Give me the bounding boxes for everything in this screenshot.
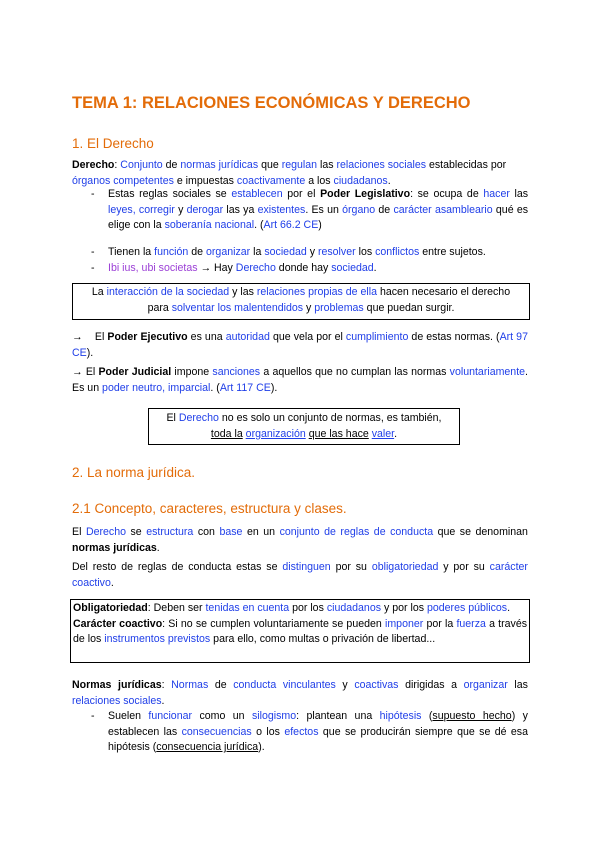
note-box-organizacion: El Derecho no es solo un conjunto de normas, es también, toda la organización que las hace valer.: [148, 408, 460, 445]
term-derecho: Derecho: [72, 159, 115, 171]
arrow-glyph: →: [72, 331, 83, 343]
note-box-interaccion: La interacción de la sociedad y las relaciones propias de ella hacen necesario el derecho para solventar los malentendidos y problemas que puedan surgir.: [72, 283, 530, 320]
section-heading-2: 2. La norma jurídica.: [72, 465, 196, 480]
paragraph-estructura: El Derecho se estructura con base en un conjunto de reglas de conducta que se denominan normas jurídicas.: [72, 526, 528, 554]
section-heading-2-1: 2.1 Concepto, caracteres, estructura y clases.: [72, 501, 347, 516]
bullet-dash: -: [91, 262, 95, 274]
paragraph-poder-ejecutivo: → El Poder Ejecutivo es una autoridad que vela por el cumplimiento de estas normas. (Art 97 CE).: [72, 331, 528, 359]
section-heading-1: 1. El Derecho: [72, 136, 154, 151]
paragraph-poder-judicial: → El Poder Judicial impone sanciones a aquellos que no cumplan las normas voluntariamente. Es un poder neutro, imparcial. (Art 117 CE).: [72, 366, 528, 394]
page-title: TEMA 1: RELACIONES ECONÓMICAS Y DERECHO: [72, 94, 471, 112]
paragraph-distinguen: Del resto de reglas de conducta estas se distinguen por su obligatoriedad y por su carácter coactivo.: [72, 561, 528, 589]
bullet-poder-legislativo: - Estas reglas sociales se establecen por el Poder Legislativo: se ocupa de hacer las leyes, corregir y derogar las ya existentes. Es un órgano de carácter asambleario qué es elige con la soberanía nacional. (Art 66.2 CE): [91, 188, 529, 231]
bullet-dash: -: [91, 188, 95, 200]
bullet-dash: -: [91, 246, 95, 258]
bullet-ibi-ius: - Ibi ius, ubi societas → Hay Derecho donde hay sociedad.: [91, 261, 528, 277]
paragraph-normas-juridicas: Normas jurídicas: Normas de conducta vinculantes y coactivas dirigidas a organizar las relaciones sociales.: [72, 679, 528, 707]
bullet-dash: -: [91, 710, 95, 722]
arrow-glyph: →: [72, 366, 83, 378]
bullet-funcion: - Tienen la función de organizar la sociedad y resolver los conflictos entre sujetos.: [91, 245, 528, 261]
bullet-silogismo: - Suelen funcionar como un silogismo: plantean una hipótesis (supuesto hecho) y establecen las consecuencias o los efectos que se producirán siempre que se dé esa hipótesis (consecuencia jurídica).: [91, 710, 528, 753]
definition-derecho: Derecho: Conjunto de normas jurídicas que regulan las relaciones sociales establecidas por órganos competentes e impuestas coactivamente a los ciudadanos.: [72, 159, 507, 187]
note-box-caracteres: Obligatoriedad: Deben ser tenidas en cuenta por los ciudadanos y por los poderes públicos. Carácter coactivo: Si no se cumplen voluntariamente se pueden imponer por la fuerza a través de los instrumentos previstos para ello, como multas o privación de libertad...: [70, 599, 530, 663]
